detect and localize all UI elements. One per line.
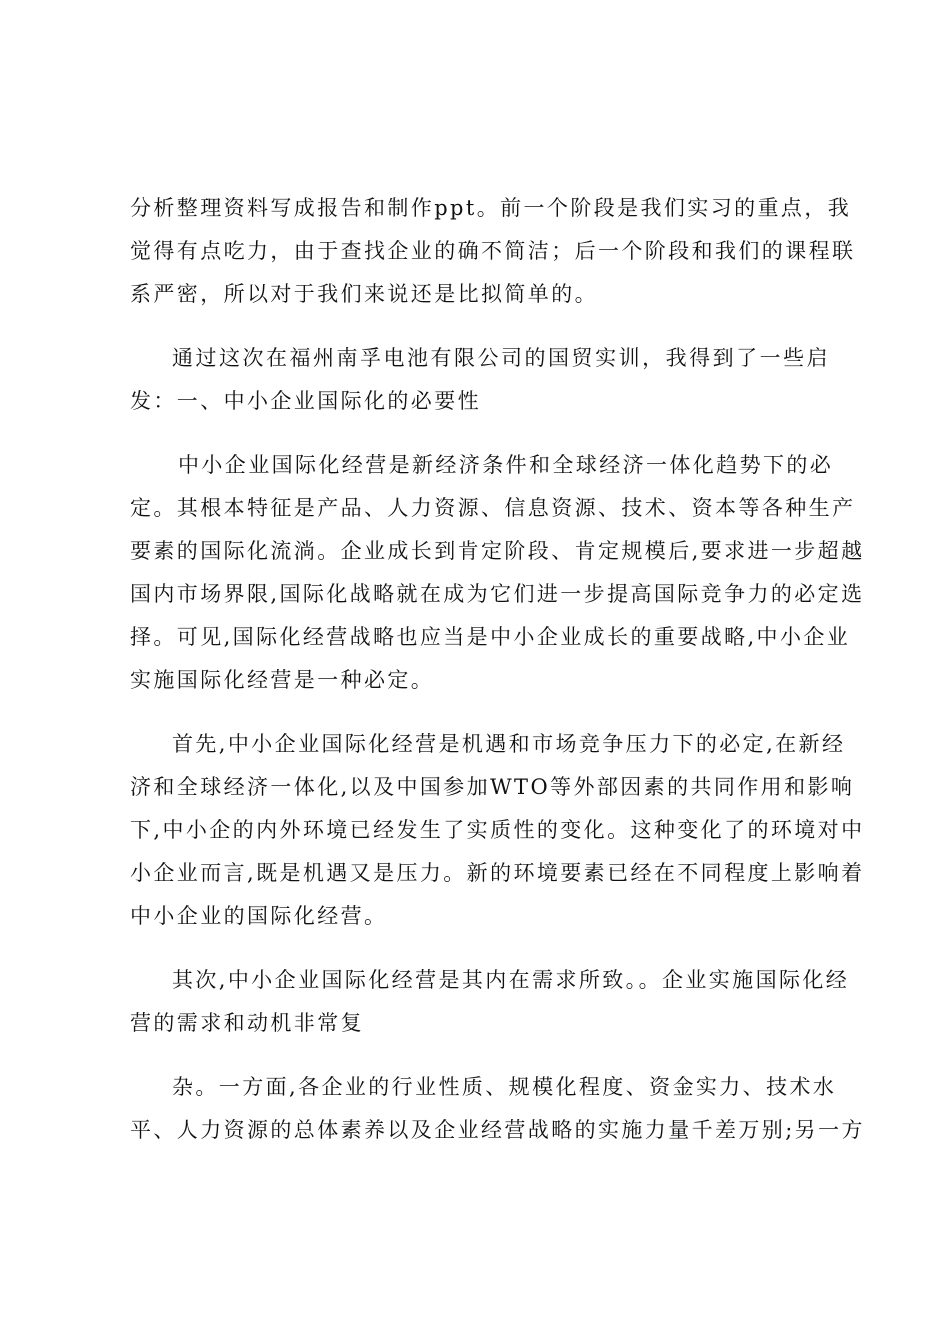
text-line: 中小企业国际化经营是新经济条件和全球经济一体化趋势下的必 (178, 453, 834, 477)
text-line: 小企业而言,既是机遇又是压力。新的环境要素已经在不同程度上影响着 (130, 861, 865, 885)
text-line: 定。其根本特征是产品、人力资源、信息资源、技术、资本等各种生产 (130, 496, 856, 520)
text-line: 发：一、中小企业国际化的必要性 (130, 389, 481, 413)
text-line: 通过这次在福州南孚电池有限公司的国贸实训，我得到了一些启 (172, 346, 830, 370)
text-line: 实施国际化经营是一种必定。 (130, 668, 435, 692)
paragraph (130, 723, 865, 938)
text-line: 择。可见,国际化经营战略也应当是中小企业成长的重要战略,中小企业 (130, 625, 851, 649)
text-line: 中小企业的国际化经营。 (130, 904, 388, 928)
paragraph (130, 1066, 865, 1152)
paragraph (130, 959, 850, 1045)
text-line: 其次,中小企业国际化经营是其内在需求所致。。企业实施国际化经 (172, 968, 850, 992)
paragraph (130, 337, 830, 423)
text-line: 要素的国际化流淌。企业成长到肯定阶段、肯定规模后,要求进一步超越 (130, 539, 865, 563)
document-page (130, 187, 865, 1152)
text-line: 国内市场界限,国际化战略就在成为它们进一步提高国际竞争力的必定选 (130, 582, 865, 606)
text-line: 下,中小企的内外环境已经发生了实质性的变化。这种变化了的环境对中 (130, 818, 865, 842)
text-line: 营的需求和动机非常复 (130, 1011, 364, 1035)
text-line: 分析整理资料写成报告和制作ppt。前一个阶段是我们实习的重点，我 (130, 196, 852, 220)
paragraph (130, 187, 856, 316)
text-line: 首先,中小企业国际化经营是机遇和市场竞争压力下的必定,在新经 (172, 732, 846, 756)
text-line: 平、人力资源的总体素养以及企业经营战略的实施力量千差万别;另一方 (130, 1118, 865, 1142)
text-line: 杂。一方面,各企业的行业性质、规模化程度、资金实力、技术水 (172, 1075, 837, 1099)
text-line: 济和全球经济一体化,以及中国参加WTO等外部因素的共同作用和影响 (130, 775, 855, 799)
paragraph (130, 444, 865, 702)
text-line: 系严密，所以对于我们来说还是比拟简单的。 (130, 282, 598, 306)
text-line: 觉得有点吃力，由于查找企业的确不简洁；后一个阶段和我们的课程联 (130, 239, 856, 263)
